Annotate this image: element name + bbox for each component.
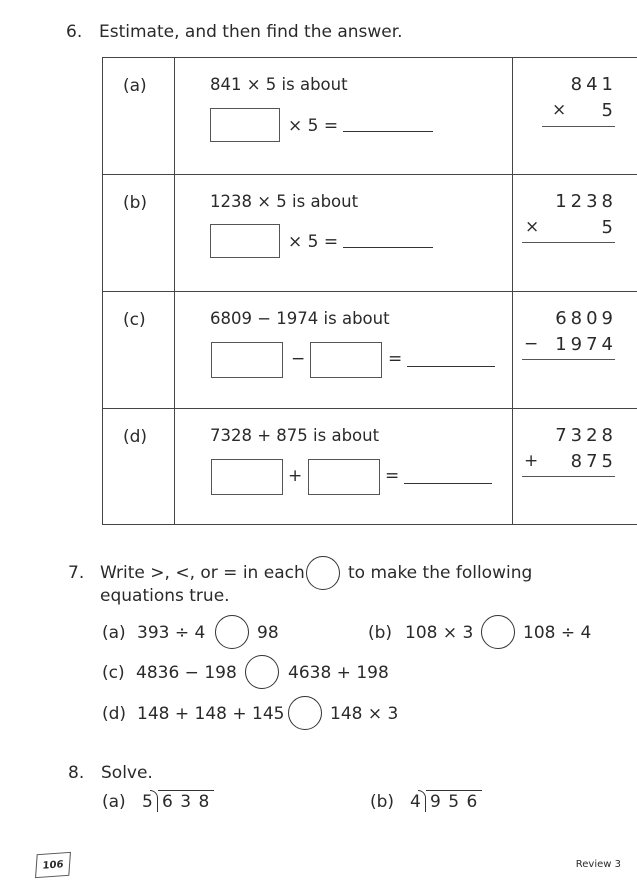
question-7-instruction-cont: to make the following <box>348 563 533 583</box>
vertical-bottom: 5 <box>601 100 617 121</box>
answer-blank[interactable] <box>343 131 433 132</box>
question-6-instruction: Estimate, and then find the answer. <box>99 22 403 42</box>
estimate-equals: = <box>388 349 403 369</box>
sum-line <box>522 359 615 360</box>
vertical-operator: × <box>525 217 540 237</box>
estimate-equals: = <box>385 466 400 486</box>
comparison-label: (a) <box>102 623 126 643</box>
vertical-top: 6809 <box>555 308 617 329</box>
vertical-calc <box>512 175 637 291</box>
comparison-answer-circle[interactable] <box>215 615 249 649</box>
row-statement: 841 × 5 is about <box>210 75 348 94</box>
vertical-top: 841 <box>570 74 617 95</box>
divisor: 4 <box>410 792 421 812</box>
long-division-bracket-icon <box>418 790 426 812</box>
vertical-bottom: 5 <box>601 217 617 238</box>
comparison-right: 4638 + 198 <box>288 663 389 683</box>
answer-blank[interactable] <box>343 247 433 248</box>
vertical-calc <box>512 292 637 408</box>
comparison-label: (c) <box>102 663 125 683</box>
estimate-operator: × 5 = <box>288 232 339 252</box>
vertical-operator: − <box>524 334 539 354</box>
dividend: 9 5 6 <box>430 792 479 812</box>
comparison-left: 148 + 148 + 145 <box>137 704 285 724</box>
sum-line <box>522 242 615 243</box>
question-7-instruction-line2: equations true. <box>100 586 230 606</box>
estimate-input-box-2[interactable] <box>308 459 380 495</box>
row-statement: 7328 + 875 is about <box>210 426 380 445</box>
comparison-left: 108 × 3 <box>405 623 474 643</box>
vertical-top: 1238 <box>555 191 617 212</box>
sum-line <box>542 126 615 127</box>
long-division-overline <box>158 790 214 791</box>
estimate-operator: + <box>288 466 303 486</box>
dividend: 6 3 8 <box>162 792 211 812</box>
long-division-overline <box>426 790 482 791</box>
estimate-input-box-1[interactable] <box>211 459 283 495</box>
table-row-c <box>103 292 637 409</box>
estimate-input-box[interactable] <box>210 108 280 142</box>
vertical-top: 7328 <box>555 425 617 446</box>
vertical-operator: + <box>524 451 539 471</box>
question-6-number: 6. <box>66 22 83 42</box>
estimate-operator: × 5 = <box>288 116 339 136</box>
question-7-instruction: Write >, <, or = in each <box>100 563 305 583</box>
example-circle-icon <box>306 556 340 590</box>
answer-blank[interactable] <box>404 483 492 484</box>
comparison-left: 393 ÷ 4 <box>137 623 206 643</box>
estimate-input-box[interactable] <box>210 224 280 258</box>
row-label: (d) <box>123 427 148 447</box>
row-statement: 6809 − 1974 is about <box>210 309 390 328</box>
vertical-calc <box>512 409 637 526</box>
question-8-number: 8. <box>68 763 85 783</box>
comparison-right: 108 ÷ 4 <box>523 623 592 643</box>
comparison-answer-circle[interactable] <box>288 696 322 730</box>
division-label: (b) <box>370 792 395 812</box>
comparison-label: (d) <box>102 704 127 724</box>
estimate-input-box-2[interactable] <box>310 342 382 378</box>
sum-line <box>522 476 615 477</box>
answer-blank[interactable] <box>407 366 495 367</box>
question-8-instruction: Solve. <box>101 763 153 783</box>
comparison-answer-circle[interactable] <box>481 615 515 649</box>
comparison-answer-circle[interactable] <box>245 655 279 689</box>
vertical-calc <box>512 58 637 174</box>
vertical-operator: × <box>552 100 567 120</box>
page-number: 106 <box>42 858 64 872</box>
vertical-bottom: 875 <box>570 451 617 472</box>
page-number-badge <box>35 852 71 878</box>
table-row-d <box>103 409 637 526</box>
division-label: (a) <box>102 792 126 812</box>
row-label: (a) <box>123 76 147 96</box>
comparison-label: (b) <box>368 623 393 643</box>
comparison-right: 98 <box>257 623 279 643</box>
row-statement: 1238 × 5 is about <box>210 192 359 211</box>
row-label: (c) <box>123 310 146 330</box>
estimate-table <box>102 57 637 525</box>
comparison-right: 148 × 3 <box>330 704 399 724</box>
long-division-bracket-icon <box>150 790 158 812</box>
section-label: Review 3 <box>575 859 621 870</box>
table-row-b <box>103 175 637 292</box>
comparison-left: 4836 − 198 <box>136 663 237 683</box>
vertical-bottom: 1974 <box>555 334 617 355</box>
estimate-operator: − <box>291 349 306 369</box>
question-7-number: 7. <box>68 563 85 583</box>
divisor: 5 <box>142 792 153 812</box>
estimate-input-box-1[interactable] <box>211 342 283 378</box>
row-label: (b) <box>123 193 148 213</box>
table-row-a <box>103 58 637 175</box>
